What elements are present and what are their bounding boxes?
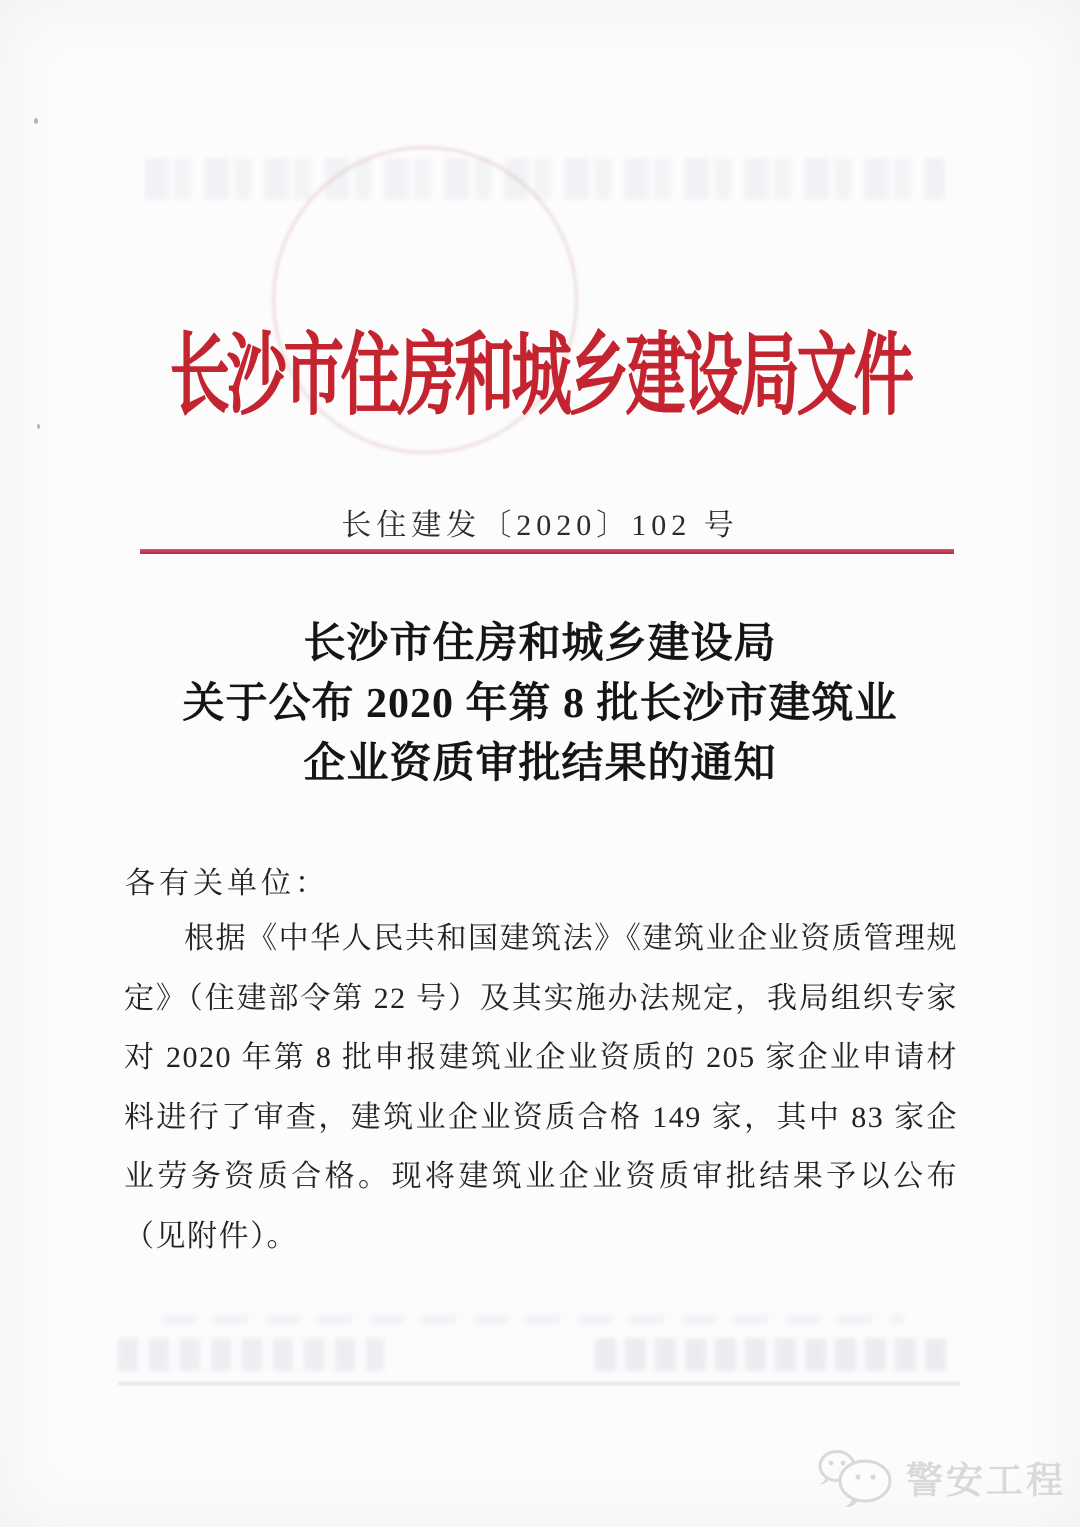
salutation: 各有关单位：	[125, 867, 329, 900]
notice-title	[0, 614, 1080, 794]
notice-title-line-3: 企业资质审批结果的通知	[303, 741, 777, 787]
notice-title-line-1: 长沙市住房和城乡建设局	[303, 621, 777, 667]
scan-speck	[34, 118, 38, 124]
watermark	[816, 1447, 1066, 1507]
bleed-through-rule	[118, 1382, 960, 1385]
scan-speck	[37, 424, 40, 429]
wechat-icon	[816, 1447, 896, 1507]
notice-title-line-2: 关于公布 2020 年第 8 批长沙市建筑业	[182, 681, 898, 727]
agency-letterhead-text: 长沙市住房和城乡建设局文件	[169, 326, 911, 426]
body-paragraph: 根据《中华人民共和国建筑法》《建筑业企业资质管理规定》（住建部令第 22 号）及其实施办法规定，我局组织专家对 2020 年第 8 批申报建筑业企业资质的 205 家企业申请材料进行了审查，建筑业企业资质合格 149 家，其中 83 家企业劳务资质合格。现将建筑业企业资质审批结果予以公布（见附件）。	[124, 922, 958, 1253]
red-separator-rule	[140, 549, 954, 554]
bleed-through-artifact-bottom-right	[595, 1338, 947, 1371]
bleed-through-artifact-bottom-row	[162, 1314, 904, 1325]
bleed-through-artifact-bottom-left	[118, 1338, 384, 1371]
document-number: 长住建发〔2020〕102 号	[341, 509, 739, 542]
watermark-label: 警安工程	[906, 1461, 1066, 1502]
agency-letterhead-banner	[0, 304, 1080, 426]
bleed-through-artifact-top	[145, 158, 945, 200]
